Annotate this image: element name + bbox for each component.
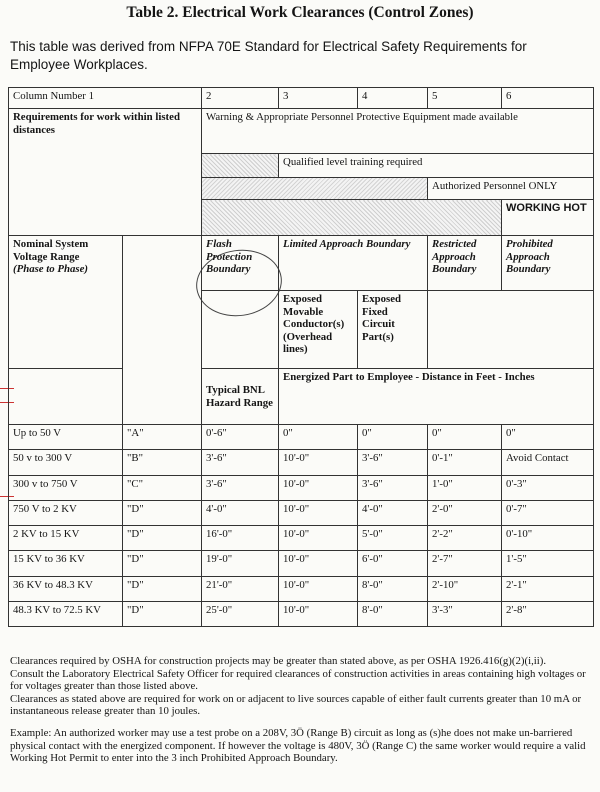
restricted-cell: 3'-3" (428, 602, 502, 627)
restricted-cell: 0'-1" (428, 450, 502, 475)
restricted-cell: 0" (428, 425, 502, 450)
phase-label: (Phase to Phase) (13, 263, 88, 275)
nominal-voltage-header (9, 236, 123, 369)
flash-boundary-header: Flash Protection Boundary (202, 236, 279, 291)
hazard-range-cell: "D" (123, 551, 202, 576)
movable-cell: 10'-0" (279, 450, 358, 475)
empty-cell (428, 291, 594, 369)
prohibited-cell: 0" (502, 425, 594, 450)
movable-cell: 10'-0" (279, 500, 358, 525)
restricted-cell: 2'-0" (428, 500, 502, 525)
fixed-cell: 5'-0" (358, 526, 428, 551)
empty-cell (202, 291, 279, 369)
warning-ppe-requirement: Warning & Appropriate Personnel Protective Equipment made available (202, 109, 594, 154)
note-clearances: Clearances as stated above are required for work on or adjacent to live sources capable of either fault currents greater than 10 mA or instantaneous release greater than 10 joules. (10, 692, 582, 718)
qualified-training-requirement: Qualified level training required (279, 154, 594, 178)
notes (10, 655, 590, 718)
flash-cell: 16'-0" (202, 526, 279, 551)
fixed-cell: 0" (358, 425, 428, 450)
fixed-cell: 3'-6" (358, 475, 428, 500)
flash-cell: 0'-6" (202, 425, 279, 450)
hazard-range-cell: "D" (123, 526, 202, 551)
exposed-fixed-header: Exposed Fixed Circuit Part(s) (358, 291, 428, 369)
page-title: Table 2. Electrical Work Clearances (Control Zones) (126, 4, 474, 21)
table-row (9, 551, 594, 576)
example-text: Example: An authorized worker may use a test probe on a 208V, 3Ö (Range B) circuit as long as (s)he does not make un-barriered physical contact with the energized component. If however the voltage is 480V, 3Ö (Range C) the same worker would require a valid Working Hot Permit to enter into the 3 inch Prohibited Approach Boundary. (10, 727, 586, 765)
note-consult: Consult the Laboratory Electrical Safety Officer for required clearances of construction activities in areas containing high voltages or for voltages greater than those listed above. (10, 667, 586, 693)
column-number: 3 (279, 88, 358, 109)
hazard-range-cell: "A" (123, 425, 202, 450)
empty-cell (123, 236, 202, 425)
table-row (9, 500, 594, 525)
flash-cell: 19'-0" (202, 551, 279, 576)
movable-cell: 10'-0" (279, 576, 358, 601)
empty-cell (9, 369, 123, 425)
hazard-range-cell: "B" (123, 450, 202, 475)
flash-cell: 4'-0" (202, 500, 279, 525)
fixed-cell: 8'-0" (358, 576, 428, 601)
fixed-cell: 6'-0" (358, 551, 428, 576)
flash-cell: 3'-6" (202, 450, 279, 475)
restricted-cell: 1'-0" (428, 475, 502, 500)
exposed-movable-header: Exposed Movable Conductor(s) (Overhead lines) (279, 291, 358, 369)
prohibited-cell: 0'-3" (502, 475, 594, 500)
flash-cell: 3'-6" (202, 475, 279, 500)
table-row (9, 475, 594, 500)
movable-cell: 0" (279, 425, 358, 450)
table-row (9, 526, 594, 551)
table-row (9, 450, 594, 475)
prohibited-cell: Avoid Contact (502, 450, 594, 475)
flash-cell: 21'-0" (202, 576, 279, 601)
table-row (9, 602, 594, 627)
prohibited-boundary-header: Prohibited Approach Boundary (502, 236, 594, 291)
nominal-voltage-label: Nominal System Voltage Range (13, 238, 89, 263)
column-number: 6 (502, 88, 594, 109)
restricted-cell: 2'-7" (428, 551, 502, 576)
shaded-cell (202, 200, 502, 236)
hazard-range-cell: "D" (123, 602, 202, 627)
hazard-range-cell: "D" (123, 500, 202, 525)
authorized-personnel-requirement: Authorized Personnel ONLY (428, 178, 594, 200)
shaded-cell (202, 154, 279, 178)
voltage-cell: 48.3 KV to 72.5 KV (9, 602, 123, 627)
movable-cell: 10'-0" (279, 551, 358, 576)
voltage-cell: 36 KV to 48.3 KV (9, 576, 123, 601)
table-body (9, 425, 594, 627)
note-osha: Clearances required by OSHA for construction projects may be greater than stated above, as per OSHA 1926.416(g)(2)(i,ii). (10, 655, 547, 667)
voltage-cell: 2 KV to 15 KV (9, 526, 123, 551)
fixed-cell: 8'-0" (358, 602, 428, 627)
movable-cell: 10'-0" (279, 526, 358, 551)
fixed-cell: 4'-0" (358, 500, 428, 525)
requirements-label: Requirements for work within listed distances (9, 109, 202, 236)
movable-cell: 10'-0" (279, 475, 358, 500)
shaded-cell (202, 178, 428, 200)
clearances-table (8, 87, 594, 627)
prohibited-cell: 2'-1" (502, 576, 594, 601)
table-row (9, 425, 594, 450)
restricted-cell: 2'-10" (428, 576, 502, 601)
prohibited-cell: 0'-7" (502, 500, 594, 525)
intro-text: This table was derived from NFPA 70E Standard for Electrical Safety Requirements for Employee Workplaces. (10, 39, 527, 72)
voltage-cell: Up to 50 V (9, 425, 123, 450)
column-number: 5 (428, 88, 502, 109)
table-row (9, 576, 594, 601)
hazard-range-cell: "C" (123, 475, 202, 500)
movable-cell: 10'-0" (279, 602, 358, 627)
voltage-cell: 300 v to 750 V (9, 475, 123, 500)
column-number: 4 (358, 88, 428, 109)
flash-cell: 25'-0" (202, 602, 279, 627)
limited-boundary-header: Limited Approach Boundary (279, 236, 428, 291)
hazard-range-header: Typical BNL Hazard Range (202, 369, 279, 425)
restricted-cell: 2'-2" (428, 526, 502, 551)
voltage-cell: 15 KV to 36 KV (9, 551, 123, 576)
column-number: 2 (202, 88, 279, 109)
fixed-cell: 3'-6" (358, 450, 428, 475)
column-number-label: Column Number 1 (9, 88, 202, 109)
working-hot-label: WORKING HOT (502, 200, 594, 236)
voltage-cell: 50 v to 300 V (9, 450, 123, 475)
hazard-range-cell: "D" (123, 576, 202, 601)
distance-header: Energized Part to Employee - Distance in Feet - Inches (279, 369, 594, 425)
prohibited-cell: 0'-10" (502, 526, 594, 551)
restricted-boundary-header: Restricted Approach Boundary (428, 236, 502, 291)
prohibited-cell: 2'-8" (502, 602, 594, 627)
prohibited-cell: 1'-5" (502, 551, 594, 576)
voltage-cell: 750 V to 2 KV (9, 500, 123, 525)
